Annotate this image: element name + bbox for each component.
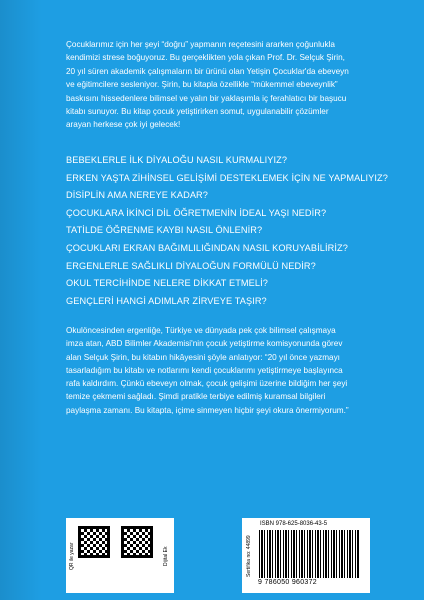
intro-line: kitabı sunuyor. Bu kitap çocuk yetiştirirken somut, uygulanabilir çözümler [66,107,329,117]
about-line: rafa kaldırdım. Çünkü ebeveyn olmak, çocuk gelişimi üzerine bildiğim her şeyi [66,379,348,389]
question-item: GENÇLERİ HANGİ ADIMLAR ZİRVEYE TAŞIR? [66,295,267,306]
intro-paragraph [66,38,366,132]
question-item: OKUL TERCİHİNDE NELERE DİKKAT ETMELİ? [66,278,268,289]
intro-line: arayan herkese çok iyi gelecek! [66,120,181,130]
about-line: Okulöncesinden ergenliğe, Türkiye ve dünyada pek çok bilimsel çalışmaya [66,326,336,335]
intro-line: 20 yıl süren akademik çalışmaların bir ürünü olan Yetişin Çocuklar'da ebeveyn [66,66,349,76]
spine-shadow [0,0,42,600]
about-line: imza atan, ABD Bilimler Akademisi'nin çocuk yetiştirme komisyonunda görev [66,339,343,349]
question-item: ÇOCUKLARI EKRAN BAĞIMLILIĞINDAN NASIL KORUYABİLİRİZ? [66,242,348,253]
about-line: tasarladığım bu kitabı ve notlarımı kendi çocuklarımı yetiştirmeye başlayınca [66,365,343,375]
about-line: paylaşma zamanı. Bu kitapta, içime sinmeyen hiçbir şeyi okura önermiyorum.” [66,405,349,415]
barcode-icon [259,530,359,578]
qr-caption: QR ile yazar [69,542,75,570]
qr-caption: Dijital Ek [163,546,169,566]
isbn-label: ISBN 978-625-8036-43-5 [260,521,328,527]
intro-line: baskısını hissedenlere bilimsel ve yalın bir yaklaşımla iç ferahlatıcı bir başucu [66,93,347,103]
question-item: ERKEN YAŞTA ZİHİNSEL GELİŞİMİ DESTEKLEMEK İÇİN NE YAPMALIYIZ? [66,172,388,183]
isbn-barcode-panel [242,518,370,593]
author-paragraph [66,324,366,417]
certificate-number: Sertifika no: 44899 [246,535,252,577]
barcode-area [66,516,371,598]
question-item: DİSİPLİN AMA NEREYE KADAR? [66,190,208,201]
about-line: alan Selçuk Şirin, bu kitabın hikâyesini şöyle anlatıyor: “20 yıl önce yazmayı [66,352,340,362]
question-list [66,152,388,310]
question-item: ÇOCUKLARA İKİNCİ DİL ÖĞRETMENİN İDEAL YAŞI NEDİR? [66,207,327,218]
about-line: temize çekmemi sağladı. Şimdi pratikle terbiye edilmiş kuramsal bilgileri [66,392,326,402]
question-item: TATİLDE ÖĞRENME KAYBI NASIL ÖNLENİR? [66,225,263,236]
question-item: BEBEKLERLE İLK DİYALOĞU NASIL KURMALIYIZ? [66,155,288,165]
qr-code-panel [66,518,174,593]
intro-line: Çocuklarımız için her şeyi “doğru” yapmanın reçetesini ararken çoğunlukla [66,40,335,49]
qr-code-icon[interactable] [78,526,110,558]
intro-line: kendimizi strese boğuyoruz. Bu gerçeklikten yola çıkan Prof. Dr. Selçuk Şirin, [66,53,345,63]
qr-code-icon[interactable] [121,526,153,558]
intro-line: ve eğitimcilere sesleniyor. Şirin, bu kitapla özellikle “mükemmel ebeveynlik” [66,80,338,90]
barcode-number: 9 786050 960372 [258,579,317,586]
question-item: ERGENLERLE SAĞLIKLI DİYALOĞUN FORMÜLÜ NEDİR? [66,260,316,271]
